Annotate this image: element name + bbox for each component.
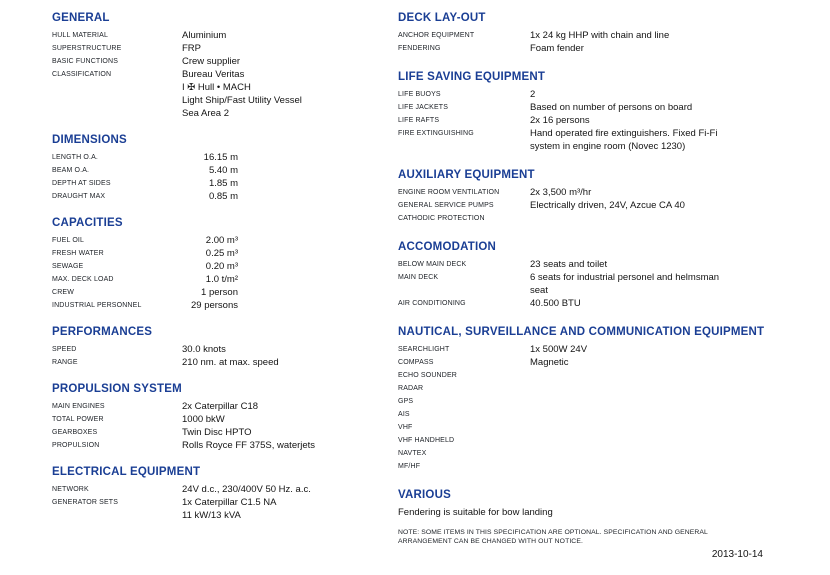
spec-value-line: Rolls Royce FF 375S, waterjets <box>182 440 316 451</box>
spec-label: FRESH WATER <box>52 250 104 257</box>
spec-value-line: 0.25 m³ <box>205 248 238 259</box>
spec-value-line: 1000 bkW <box>182 414 225 425</box>
spec-label: GENERAL SERVICE PUMPS <box>398 202 494 209</box>
spec-row <box>52 286 387 299</box>
spec-value <box>530 343 803 356</box>
spec-label: FENDERING <box>398 45 441 52</box>
spec-value <box>530 460 803 473</box>
spec-row <box>398 447 803 460</box>
spec-value-line: 1x Caterpillar C1.5 NA <box>182 497 277 508</box>
spec-value <box>182 42 387 55</box>
spec-row <box>52 55 387 68</box>
section-auxiliary-equipment <box>398 169 803 225</box>
spec-value-line: 16.15 m <box>203 152 238 163</box>
spec-row <box>398 369 803 382</box>
section-text: Fendering is suitable for bow landing <box>398 507 553 518</box>
spec-value-line: Foam fender <box>530 43 584 54</box>
spec-value <box>530 258 803 271</box>
spec-row <box>52 483 387 496</box>
spec-value <box>182 356 387 369</box>
spec-label: AIS <box>398 411 410 418</box>
spec-value <box>182 151 238 164</box>
spec-row <box>398 127 803 153</box>
spec-row <box>52 151 387 164</box>
spec-value-line: Twin Disc HPTO <box>182 427 252 438</box>
spec-value-line: Light Ship/Fast Utility Vessel <box>182 95 302 106</box>
spec-label: AIR CONDITIONING <box>398 300 466 307</box>
spec-label: SPEED <box>52 346 77 353</box>
spec-label: ENGINE ROOM VENTILATION <box>398 189 500 196</box>
spec-value <box>530 101 803 114</box>
spec-value-line <box>530 369 803 382</box>
spec-value-line <box>530 460 803 473</box>
spec-label: COMPASS <box>398 359 434 366</box>
spec-row <box>52 190 387 203</box>
spec-row <box>398 29 803 42</box>
spec-value <box>182 29 387 42</box>
spec-value <box>530 271 803 297</box>
spec-row <box>398 434 803 447</box>
spec-label: BELOW MAIN DECK <box>398 261 467 268</box>
spec-value-line: seat <box>530 285 548 296</box>
spec-value <box>530 447 803 460</box>
spec-value <box>530 199 803 212</box>
spec-row <box>52 29 387 42</box>
spec-value <box>530 114 803 127</box>
spec-value-line <box>530 382 803 395</box>
spec-value-line: Hand operated fire extinguishers. Fixed Fi-Fi <box>530 128 718 139</box>
section-title: LIFE SAVING EQUIPMENT <box>398 71 546 83</box>
spec-label: LIFE JACKETS <box>398 104 449 111</box>
section-title: PERFORMANCES <box>52 326 153 338</box>
spec-value <box>530 382 803 395</box>
spec-value-line: 2 <box>530 89 536 100</box>
spec-row <box>398 356 803 369</box>
spec-label: NETWORK <box>52 486 89 493</box>
section-deck-lay-out <box>398 12 803 55</box>
right-column <box>398 12 803 560</box>
spec-value <box>182 164 238 177</box>
spec-row <box>398 271 803 297</box>
disclaimer-note <box>398 528 803 546</box>
section-various <box>398 489 803 519</box>
spec-label: RANGE <box>52 359 78 366</box>
spec-row <box>398 460 803 473</box>
section-title: VARIOUS <box>398 489 451 501</box>
spec-value-line: 1 person <box>201 287 238 298</box>
spec-value-line: 30.0 knots <box>182 344 226 355</box>
spec-row <box>398 343 803 356</box>
spec-value-line: FRP <box>182 43 201 54</box>
section-title: AUXILIARY EQUIPMENT <box>398 169 535 181</box>
spec-label: FUEL OIL <box>52 237 85 244</box>
spec-row <box>398 421 803 434</box>
spec-row <box>52 413 387 426</box>
spec-value-line: Crew supplier <box>182 56 241 67</box>
spec-value-line: 2.00 m³ <box>205 235 238 246</box>
spec-label: CREW <box>52 289 74 296</box>
spec-value-line: 11 kW/13 kVA <box>182 510 241 521</box>
document-date: 2013-10-14 <box>711 549 763 560</box>
spec-value <box>182 439 387 452</box>
section-title: GENERAL <box>52 12 110 24</box>
spec-value <box>182 68 387 120</box>
spec-value-line: Based on number of persons on board <box>530 102 693 113</box>
spec-row <box>52 177 387 190</box>
section-title: DECK LAY-OUT <box>398 12 486 24</box>
spec-value-line: 210 nm. at max. speed <box>182 357 279 368</box>
spec-value-line: 24V d.c., 230/400V 50 Hz. a.c. <box>182 484 311 495</box>
spec-value <box>530 369 803 382</box>
spec-label: MF/HF <box>398 463 421 470</box>
spec-label: LIFE BUOYS <box>398 91 441 98</box>
spec-value <box>530 395 803 408</box>
spec-row <box>52 247 387 260</box>
spec-row <box>52 260 387 273</box>
spec-row <box>398 42 803 55</box>
spec-row <box>398 382 803 395</box>
section-title: ACCOMODATION <box>398 241 497 253</box>
spec-label: MAX. DECK LOAD <box>52 276 114 283</box>
spec-row <box>52 356 387 369</box>
spec-value-line <box>530 395 803 408</box>
spec-label: CLASSIFICATION <box>52 71 112 78</box>
spec-value <box>182 496 387 522</box>
section-propulsion-system <box>52 383 387 452</box>
spec-label: TOTAL POWER <box>52 416 104 423</box>
spec-value <box>182 177 238 190</box>
spec-row <box>52 496 387 522</box>
spec-label: LIFE RAFTS <box>398 117 440 124</box>
spec-value-line: Bureau Veritas <box>182 69 245 80</box>
section-dimensions <box>52 134 387 203</box>
spec-value <box>182 286 238 299</box>
spec-value-line: 23 seats and toilet <box>530 259 608 270</box>
spec-value <box>182 190 238 203</box>
section-title: ELECTRICAL EQUIPMENT <box>52 466 201 478</box>
spec-row <box>52 164 387 177</box>
spec-value-line: Aluminium <box>182 30 227 41</box>
section-title: CAPACITIES <box>52 217 123 229</box>
section-accomodation <box>398 241 803 310</box>
spec-row <box>398 88 803 101</box>
spec-row <box>52 234 387 247</box>
spec-value <box>530 408 803 421</box>
spec-value-line: 2x 16 persons <box>530 115 590 126</box>
spec-label: ANCHOR EQUIPMENT <box>398 32 475 39</box>
spec-label: INDUSTRIAL PERSONNEL <box>52 302 142 309</box>
spec-label: MAIN ENGINES <box>52 403 105 410</box>
spec-label: MAIN DECK <box>398 274 439 281</box>
spec-value <box>530 297 803 310</box>
spec-value <box>182 260 238 273</box>
spec-label: SEARCHLIGHT <box>398 346 450 353</box>
spec-row <box>52 273 387 286</box>
spec-value-line <box>530 212 803 225</box>
spec-label: BEAM O.A. <box>52 167 90 174</box>
spec-value <box>182 400 387 413</box>
disclaimer-note-line: NOTE: SOME ITEMS IN THIS SPECIFICATION ARE OPTIONAL. SPECIFICATION AND GENERAL <box>398 529 708 536</box>
spec-row <box>52 299 387 312</box>
spec-value <box>182 299 238 312</box>
spec-value-line: 40.500 BTU <box>530 298 581 309</box>
spec-row <box>398 408 803 421</box>
spec-row <box>52 42 387 55</box>
spec-label: LENGTH O.A. <box>52 154 98 161</box>
spec-value <box>182 413 387 426</box>
spec-label: DRAUGHT MAX <box>52 193 106 200</box>
spec-row <box>52 343 387 356</box>
spec-value-line: Sea Area 2 <box>182 108 230 119</box>
spec-value-line <box>530 421 803 434</box>
spec-label: CATHODIC PROTECTION <box>398 215 485 222</box>
spec-value-line <box>530 447 803 460</box>
spec-value-line: 1x 500W 24V <box>530 344 588 355</box>
disclaimer-note-line: ARRANGEMENT CAN BE CHANGED WITH OUT NOTICE. <box>398 538 583 545</box>
spec-value-line: 1x 24 kg HHP with chain and line <box>530 30 670 41</box>
left-column <box>52 12 387 522</box>
spec-row <box>398 101 803 114</box>
spec-value-line: system in engine room (Novec 1230) <box>530 141 686 152</box>
section-nautical-surveillance-and-communication-equipment <box>398 326 803 473</box>
section-title: PROPULSION SYSTEM <box>52 383 182 395</box>
spec-label: SUPERSTRUCTURE <box>52 45 122 52</box>
spec-value-line: 29 persons <box>190 300 238 311</box>
spec-row <box>398 212 803 225</box>
spec-value <box>182 247 238 260</box>
spec-value-line: Magnetic <box>530 357 569 368</box>
spec-row <box>398 186 803 199</box>
spec-label: RADAR <box>398 385 424 392</box>
section-title: NAUTICAL, SURVEILLANCE AND COMMUNICATION EQUIPMENT <box>398 326 765 338</box>
spec-row <box>52 400 387 413</box>
spec-label: DEPTH AT SIDES <box>52 180 111 187</box>
spec-value <box>530 186 803 199</box>
spec-row <box>52 439 387 452</box>
spec-label: ECHO SOUNDER <box>398 372 457 379</box>
spec-value-line: 5.40 m <box>208 165 238 176</box>
spec-row <box>398 258 803 271</box>
spec-label: NAVTEX <box>398 450 427 457</box>
spec-row <box>52 68 387 120</box>
spec-value <box>530 29 803 42</box>
spec-value-line: Electrically driven, 24V, Azcue CA 40 <box>530 200 685 211</box>
spec-label: HULL MATERIAL <box>52 32 109 39</box>
spec-label: SEWAGE <box>52 263 84 270</box>
spec-label: VHF <box>398 424 413 431</box>
spec-label: BASIC FUNCTIONS <box>52 58 119 65</box>
section-title: DIMENSIONS <box>52 134 127 146</box>
spec-value-line: 2x Caterpillar C18 <box>182 401 259 412</box>
spec-label: PROPULSION <box>52 442 100 449</box>
section-performances <box>52 326 387 369</box>
spec-row <box>398 395 803 408</box>
spec-value <box>530 88 803 101</box>
spec-value <box>530 356 803 369</box>
spec-label: GENERATOR SETS <box>52 499 119 506</box>
section-capacities <box>52 217 387 312</box>
spec-value-line: 0.20 m³ <box>205 261 238 272</box>
spec-value <box>182 426 387 439</box>
spec-value <box>530 212 803 225</box>
spec-value <box>530 42 803 55</box>
spec-value <box>182 273 238 286</box>
section-life-saving-equipment <box>398 71 803 153</box>
spec-value <box>530 421 803 434</box>
spec-value <box>530 127 803 153</box>
spec-value-line <box>530 434 803 447</box>
spec-value-line: 1.0 t/m² <box>205 274 238 285</box>
spec-value-line: 0.85 m <box>208 191 238 202</box>
spec-label: GPS <box>398 398 414 405</box>
spec-value <box>530 434 803 447</box>
spec-row <box>398 199 803 212</box>
section-general <box>52 12 387 120</box>
spec-value <box>182 483 387 496</box>
spec-label: FIRE EXTINGUISHING <box>398 130 474 137</box>
spec-value <box>182 55 387 68</box>
spec-value-line: I ✠ Hull • MACH <box>182 82 251 93</box>
spec-label: GEARBOXES <box>52 429 98 436</box>
spec-value-line: 1.85 m <box>208 178 238 189</box>
section-electrical-equipment <box>52 466 387 522</box>
spec-value-line <box>530 408 803 421</box>
spec-value <box>182 234 238 247</box>
spec-value <box>182 343 387 356</box>
spec-row <box>398 297 803 310</box>
spec-row <box>398 114 803 127</box>
spec-row <box>52 426 387 439</box>
spec-value-line: 6 seats for industrial personel and helmsman <box>530 272 720 283</box>
spec-value-line: 2x 3,500 m³/hr <box>530 187 592 198</box>
spec-label: VHF HANDHELD <box>398 437 455 444</box>
